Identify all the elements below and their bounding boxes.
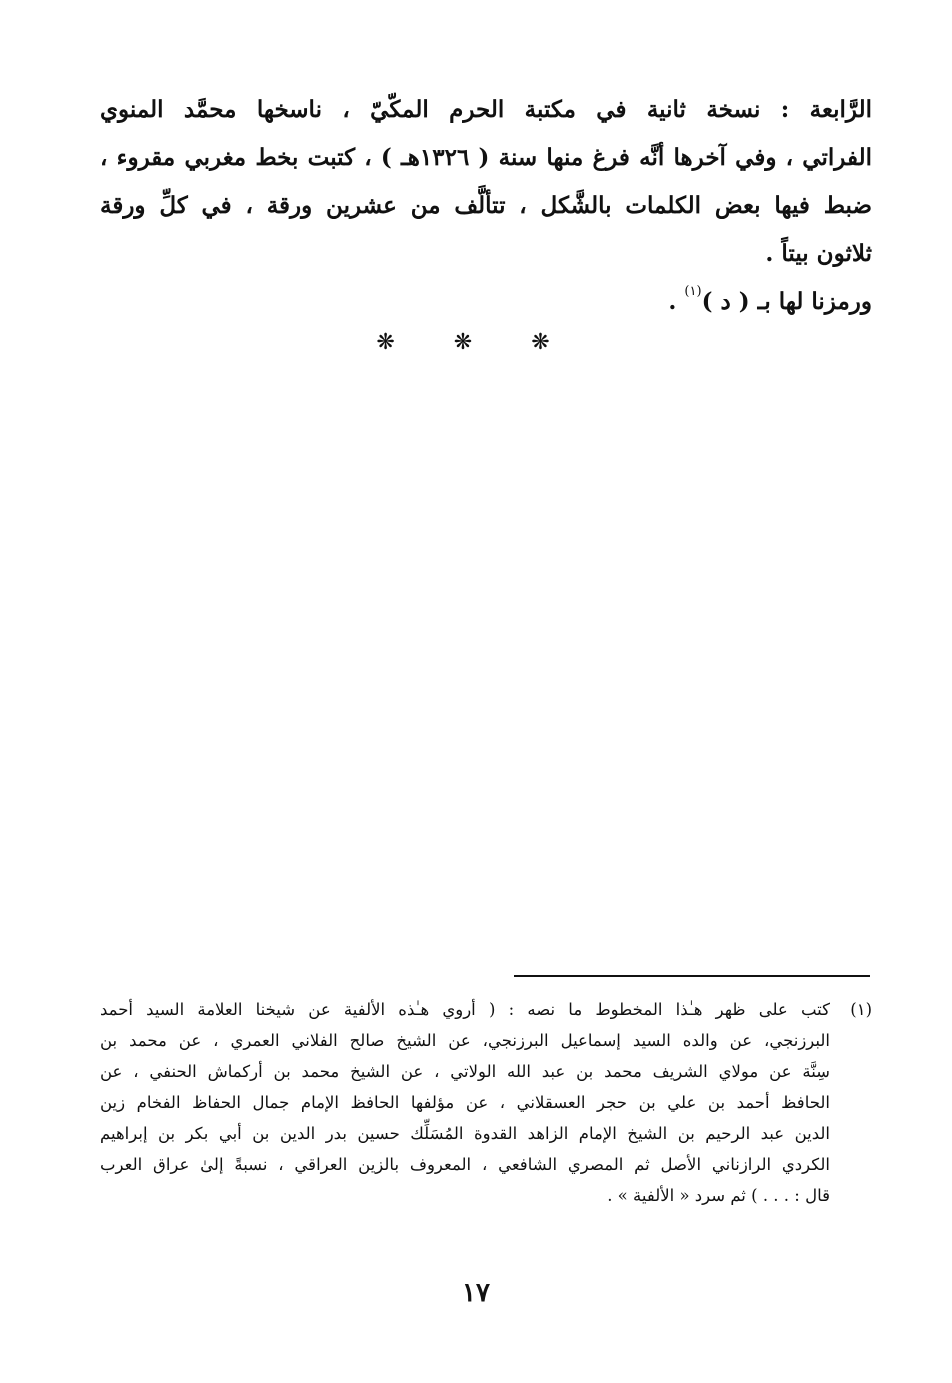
sentence-end: .	[668, 288, 685, 315]
footnote-separator-rule	[514, 975, 870, 977]
main-line-4: ثلاثون بيتاً .	[765, 240, 872, 267]
page-number: ١٧	[462, 1278, 490, 1308]
main-line-3: ضبط فيها بعض الكلمات بالشَّكل ، تتألَّف من عشرين ورقة ، في كلِّ ورقة	[100, 192, 872, 219]
footnote-number: (١)	[850, 1000, 872, 1019]
main-line-1: الرَّابعة : نسخة ثانية في مكتبة الحرم المكّيّ ، ناسخها محمَّد المنوي	[100, 96, 872, 123]
footnote-line-6: الكردي الرازناني الأصل ثم المصري الشافعي ، المعروف بالزين العراقي ، نسبةً إلىٰ عراق العرب	[100, 1155, 830, 1174]
footnote-line-4: الحافظ أحمد بن علي بن حجر العسقلاني ، عن مؤلفها الحافظ الإمام جمال الحفاظ الفخام زين	[100, 1093, 830, 1112]
main-line-5	[100, 278, 872, 330]
section-divider-ornament: ❋ ❋ ❋	[376, 330, 576, 355]
footnote-body	[100, 994, 830, 1211]
main-line-2: الفراتي ، وفي آخرها أنَّه فرغ منها سنة ( ١٣٢٦هـ ) ، كتبت بخط مغربي مقروء ،	[100, 144, 872, 171]
footnote-reference-marker: (١)	[684, 284, 702, 299]
footnote-line-3: سِنَّة عن مولاي الشريف محمد بن عبد الله الولاتي ، عن الشيخ محمد بن أركماش الحنفي ، عن	[100, 1062, 830, 1081]
symbol-sentence: ورمزنا لها بـ ( د )	[701, 288, 872, 315]
footnote	[100, 994, 872, 1211]
footnote-line-7: قال : . . . ) ثم سرد « الألفية » .	[607, 1186, 830, 1205]
main-paragraph	[100, 86, 872, 330]
footnote-line-5: الدين عبد الرحيم بن الشيخ الإمام الزاهد القدوة المُسَلِّك حسين بدر الدين بن أبي بكر بن إبراهيم	[100, 1124, 830, 1143]
footnote-line-2: البرزنجي، عن والده السيد إسماعيل البرزنجي، عن الشيخ صالح الفلاني العمري ، عن محمد بن	[100, 1031, 830, 1050]
footnote-line-1: كتب على ظهر هـٰذا المخطوط ما نصه : ( أروي هـٰذه الألفية عن شيخنا العلامة السيد أحمد	[100, 1000, 830, 1019]
